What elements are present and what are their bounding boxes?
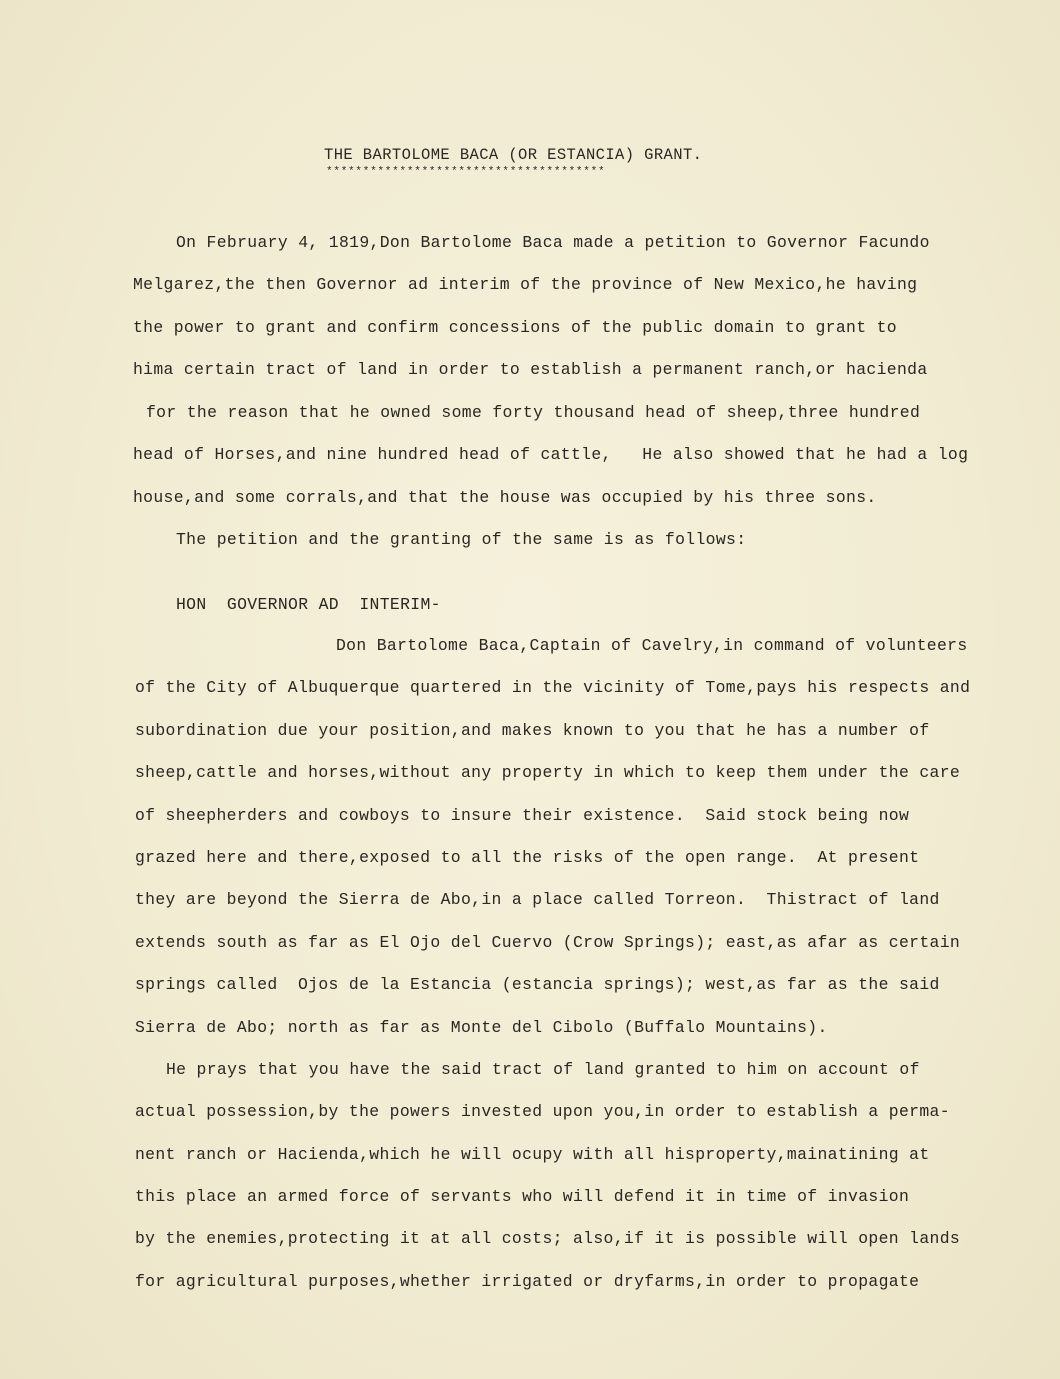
paragraph-line: head of Horses,and nine hundred head of cattle, He also showed that he had a log [133,445,969,464]
paragraph-line: extends south as far as El Ojo del Cuervo (Crow Springs); east,as afar as certain [135,933,961,952]
paragraph-line: hima certain tract of land in order to establish a permanent ranch,or hacienda [133,360,928,379]
paragraph-line: nent ranch or Hacienda,which he will ocupy with all hisproperty,mainatining at [135,1145,930,1164]
paragraph-line: sheep,cattle and horses,without any property in which to keep them under the care [135,763,961,782]
paragraph-line: Melgarez,the then Governor ad interim of the province of New Mexico,he having [133,275,918,294]
paragraph-line: actual possession,by the powers invested upon you,in order to establish a perma- [135,1102,950,1121]
paragraph-line: they are beyond the Sierra de Abo,in a place called Torreon. Thistract of land [135,890,940,909]
document-title: THE BARTOLOME BACA (OR ESTANCIA) GRANT. [324,146,703,164]
paragraph-line: of the City of Albuquerque quartered in the vicinity of Tome,pays his respects and [135,678,971,697]
paragraph-line: subordination due your position,and makes known to you that he has a number of [135,721,930,740]
paragraph-line: for the reason that he owned some forty thousand head of sheep,three hundred [146,403,921,422]
title-underline: ************************************** [326,166,606,178]
paragraph-line: the power to grant and confirm concessions of the public domain to grant to [133,318,897,337]
intro-line: The petition and the granting of the same is as follows: [176,530,747,549]
paragraph-line: this place an armed force of servants who will defend it in time of invasion [135,1187,910,1206]
paragraph-line: for agricultural purposes,whether irrigated or dryfarms,in order to propagate [135,1272,920,1291]
salutation: HON GOVERNOR AD INTERIM- [176,595,441,614]
paragraph-line: by the enemies,protecting it at all costs; also,if it is possible will open lands [135,1229,961,1248]
paragraph-line: Sierra de Abo; north as far as Monte del Cibolo (Buffalo Mountains). [135,1018,828,1037]
paragraph-line: On February 4, 1819,Don Bartolome Baca made a petition to Governor Facundo [176,233,930,252]
paragraph-line: Don Bartolome Baca,Captain of Cavelry,in command of volunteers [336,636,968,655]
paragraph-line: grazed here and there,exposed to all the risks of the open range. At present [135,848,920,867]
paragraph-line: house,and some corrals,and that the house was occupied by his three sons. [133,488,877,507]
paragraph-line: springs called Ojos de la Estancia (estancia springs); west,as far as the said [135,975,940,994]
paragraph-line: He prays that you have the said tract of land granted to him on account of [166,1060,920,1079]
paragraph-line: of sheepherders and cowboys to insure their existence. Said stock being now [135,806,910,825]
